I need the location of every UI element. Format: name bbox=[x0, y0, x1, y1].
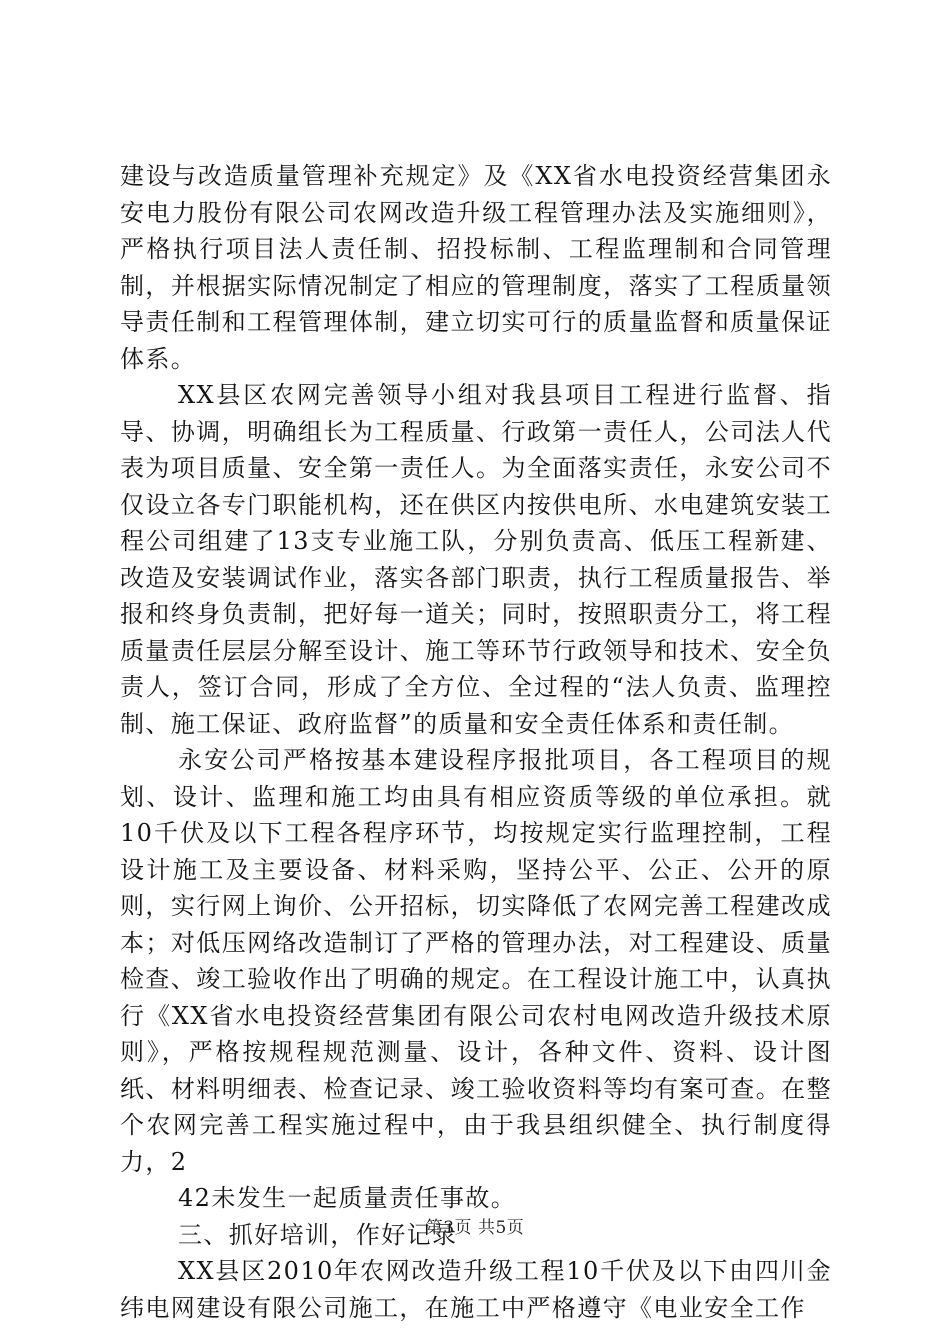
paragraph-3: 永安公司严格按基本建设程序报批项目，各工程项目的规划、设计、监理和施工均由具有相应资质等级的单位承担。就10千伏及以下工程各程序环节，均按规定实行监理控制，工程设计施工及主要设备、材料采购，坚持公平、公正、公开的原则，实行网上询价、公开招标，切实降低了农网完善工程建改成本；对低压网络改造制订了严格的管理办法，对工程建设、质量检查、竣工验收作出了明确的规定。在工程设计施工中，认真执行《XX省水电投资经营集团有限公司农村电网改造升级技术原则》，严格按规程规范测量、设计，各种文件、资料、设计图纸、材料明细表、检查记录、竣工验收资料等均有案可查。在整个农网完善工程实施过程中，由于我县组织健全、执行制度得力，2 bbox=[120, 746, 832, 1176]
section-heading: 三、抓好培训，作好记录 bbox=[178, 1220, 458, 1249]
document-body bbox=[120, 158, 832, 1326]
paragraph-4: 42未发生一起质量责任事故。 bbox=[178, 1184, 517, 1212]
paragraph-2: XX县区农网完善领导小组对我县项目工程进行监督、指导、协调，明确组长为工程质量、行政第一责任人，公司法人代表为项目质量、安全第一责任人。为全面落实责任，永安公司不仅设立各专门职能机构，还在供区内按供电所、水电建筑安装工程公司组建了13支专业施工队，分别负责高、低压工程新建、改造及安装调试作业，落实各部门职责，执行工程质量报告、举报和终身负责制，把好每一道关；同时，按照职责分工，将工程质量责任层层分解至设计、施工等环节行政领导和技术、安全负责人，签订合同，形成了全方位、全过程的“法人负责、监理控制、施工保证、政府监督”的质量和安全责任体系和责任制。 bbox=[120, 381, 832, 738]
paragraph-5: XX县区2010年农网改造升级工程10千伏及以下由四川金纬电网建设有限公司施工，在施工中严格遵守《电业安全工作 bbox=[120, 1257, 832, 1322]
page-number-footer: 第3页 共5页 bbox=[425, 1218, 525, 1238]
paragraph-1: 建设与改造质量管理补充规定》及《XX省水电投资经营集团永安电力股份有限公司农网改造升级工程管理办法及实施细则》，严格执行项目法人责任制、招投标制、工程监理制和合同管理制，并根据实际情况制定了相应的管理制度，落实了工程质量领导责任制和工程管理体制，建立切实可行的质量监督和质量保证体系。 bbox=[120, 162, 832, 373]
